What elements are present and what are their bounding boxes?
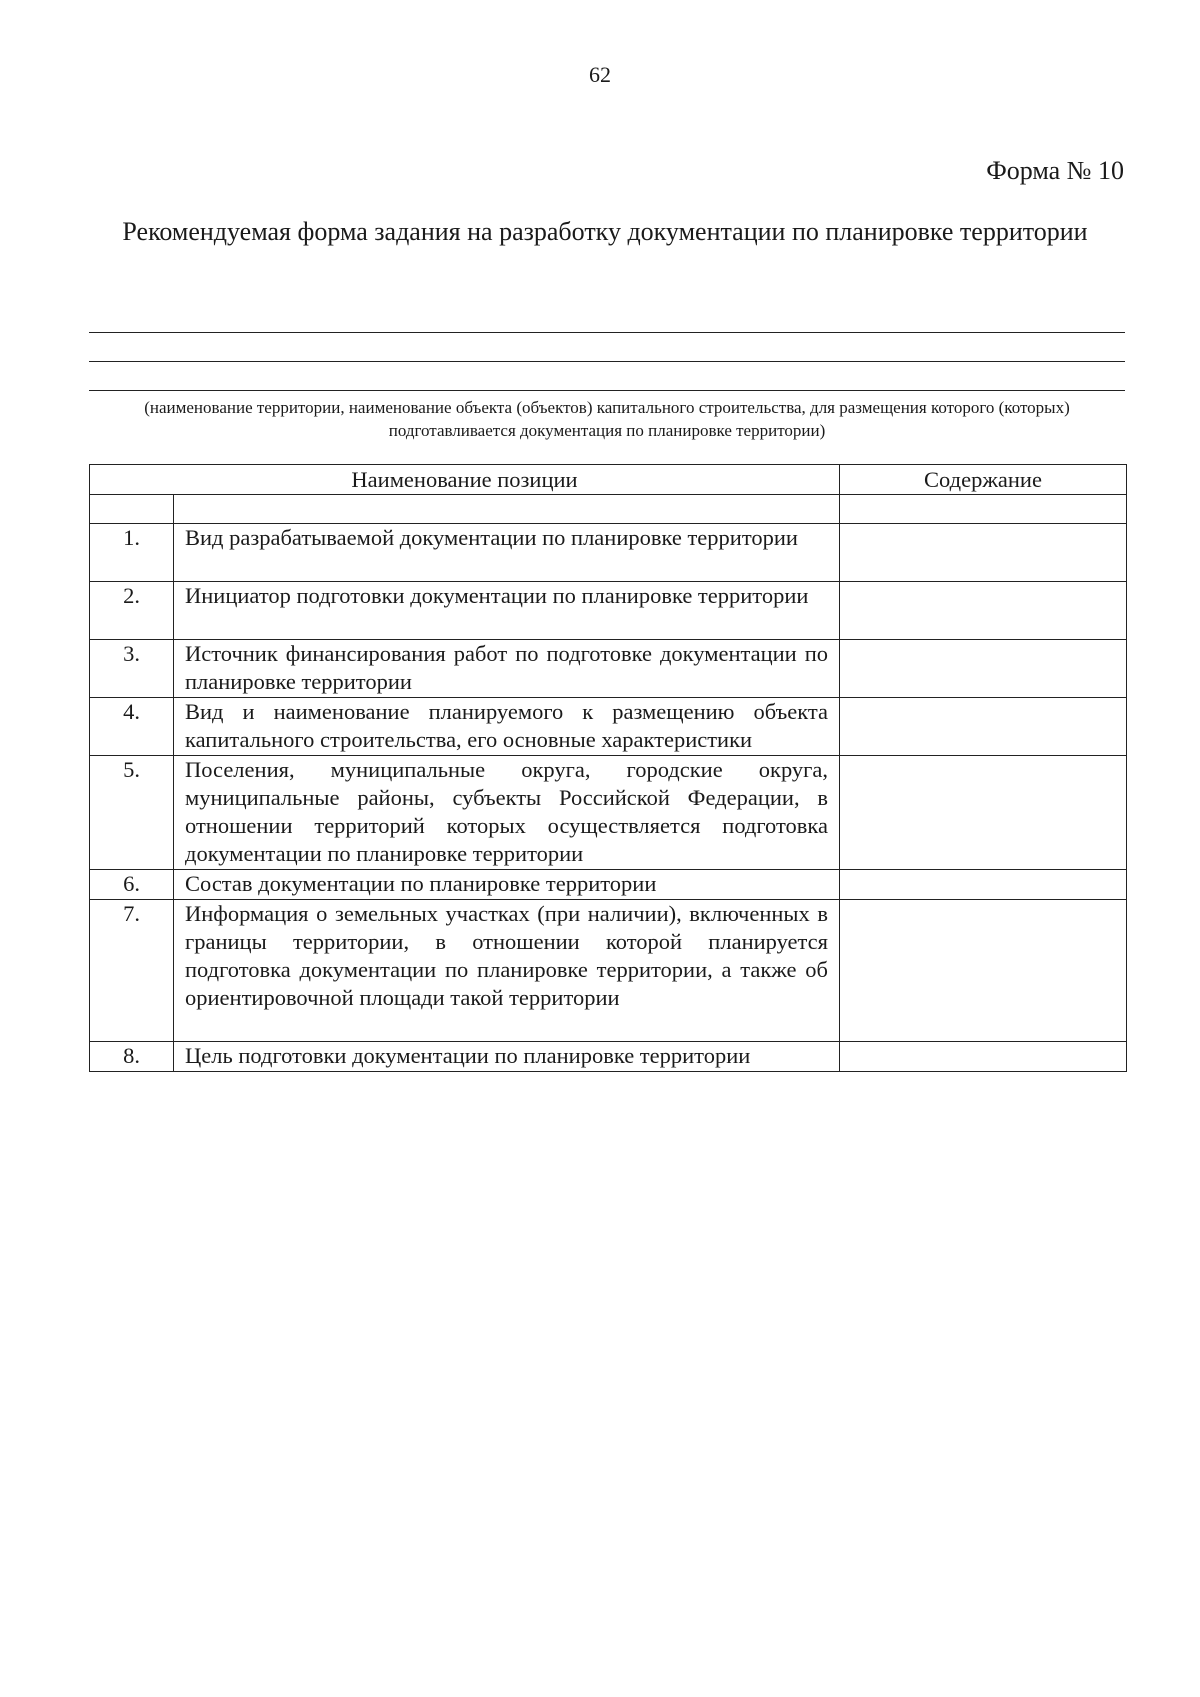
form-label: Форма № 10 [986, 156, 1124, 185]
table-row [90, 582, 1127, 640]
row-position: Состав документации по планировке территории [174, 870, 840, 900]
fill-in-line-2[interactable] [89, 361, 1125, 362]
row-content-cell[interactable] [840, 640, 1127, 698]
table-row [90, 640, 1127, 698]
row-position: Цель подготовки документации по планировке территории [174, 1042, 840, 1072]
row-position: Вид разрабатываемой документации по планировке территории [174, 524, 840, 582]
row-position: Инициатор подготовки документации по планировке территории [174, 582, 840, 640]
row-number: 3. [90, 640, 174, 698]
row-position: Вид и наименование планируемого к размещению объекта капитального строительства, его основные характеристики [174, 698, 840, 756]
table-row [90, 524, 1127, 582]
row-content-cell[interactable] [840, 524, 1127, 582]
page-number: 62 [589, 62, 611, 87]
row-content-cell[interactable] [840, 756, 1127, 870]
fill-in-line-3[interactable] [89, 390, 1125, 391]
row-number: 7. [90, 900, 174, 1042]
spacer-cell-content [840, 495, 1127, 524]
header-content: Содержание [840, 465, 1127, 495]
table-row [90, 900, 1127, 1042]
table-row [90, 1042, 1127, 1072]
row-content-cell[interactable] [840, 870, 1127, 900]
row-number: 5. [90, 756, 174, 870]
row-content-cell[interactable] [840, 698, 1127, 756]
fill-in-line-1[interactable] [89, 332, 1125, 333]
row-number: 6. [90, 870, 174, 900]
assignment-table [89, 464, 1127, 1072]
row-number: 8. [90, 1042, 174, 1072]
row-content-cell[interactable] [840, 582, 1127, 640]
row-position: Информация о земельных участках (при наличии), включенных в границы территории, в отношении которой планируется подготовка документации по планировке территории, а также об ориентировочной площади такой территории [174, 900, 840, 1042]
table-row [90, 870, 1127, 900]
row-number: 4. [90, 698, 174, 756]
table-row [90, 698, 1127, 756]
row-number: 2. [90, 582, 174, 640]
spacer-cell-num [90, 495, 174, 524]
row-position: Поселения, муниципальные округа, городские округа, муниципальные районы, субъекты Российской Федерации, в отношении территорий которых осуществляется подготовка документации по планировке территории [174, 756, 840, 870]
header-position: Наименование позиции [90, 465, 840, 495]
territory-caption: (наименование территории, наименование объекта (объектов) капитального строительства, для размещения которого (которых) подготавливается документация по планировке территории) [144, 398, 1070, 440]
row-number: 1. [90, 524, 174, 582]
table-header-row [90, 465, 1127, 495]
document-title: Рекомендуемая форма задания на разработку документации по планировке территории [122, 217, 1088, 246]
table-spacer-row [90, 495, 1127, 524]
table-row [90, 756, 1127, 870]
row-content-cell[interactable] [840, 1042, 1127, 1072]
row-position: Источник финансирования работ по подготовке документации по планировке территории [174, 640, 840, 698]
spacer-cell-position [174, 495, 840, 524]
row-content-cell[interactable] [840, 900, 1127, 1042]
